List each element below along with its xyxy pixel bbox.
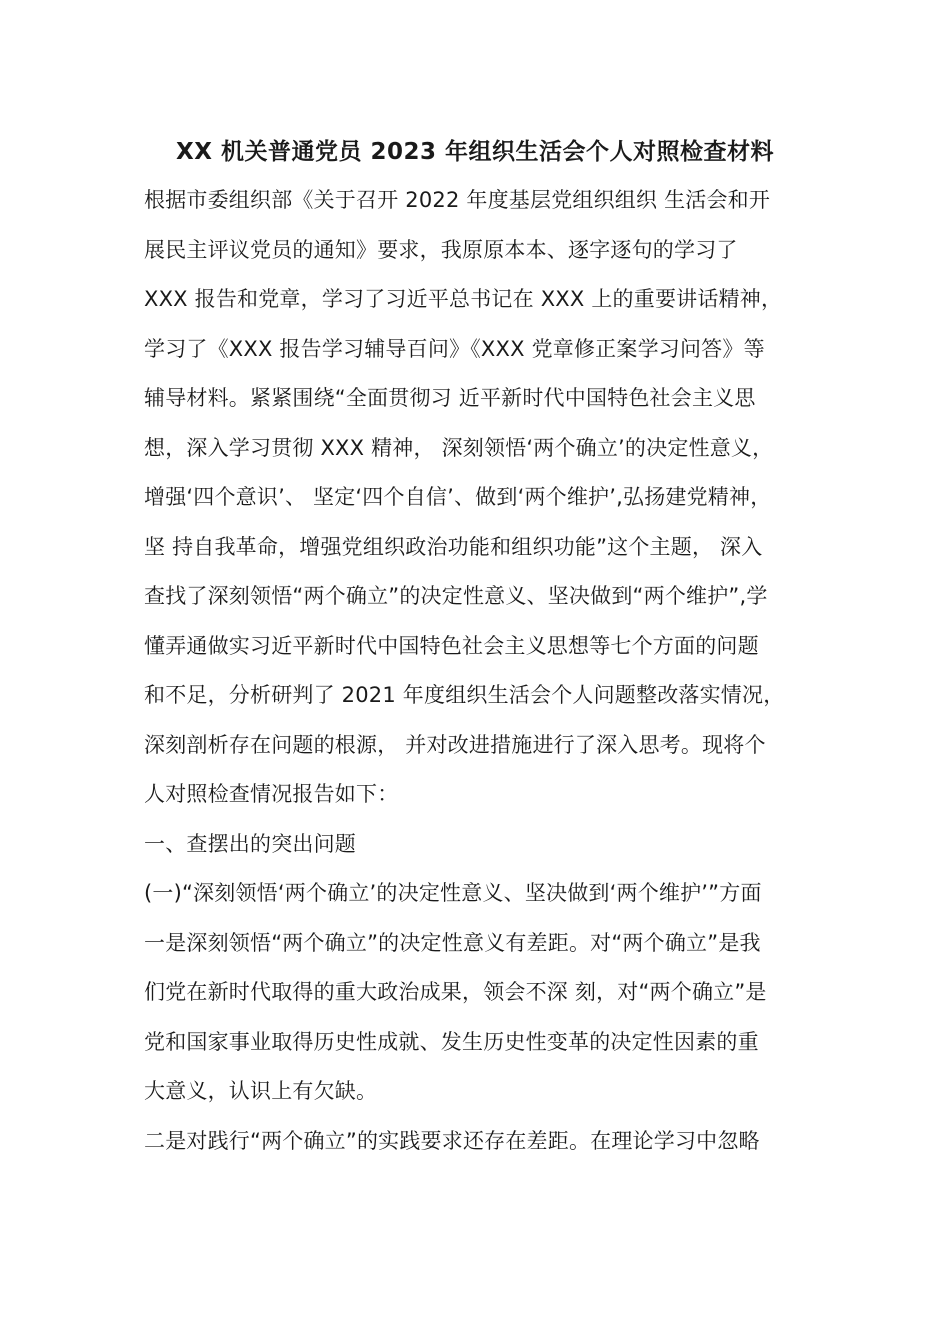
body-line: 人对照检查情况报告如下： — [144, 782, 399, 806]
body-line: 辅导材料。紧紧围绕“全面贯彻习 近平新时代中国特色社会主义思 — [144, 386, 756, 410]
body-line: 懂弄通做实习近平新时代中国特色社会主义思想等七个方面的问题 — [144, 633, 759, 658]
body-line: 们党在新时代取得的重大政治成果，领会不深 刻，对“两个确立”是 — [144, 980, 767, 1004]
subsection-heading: (一)“深刻领悟‘两个确立’的决定性意义、坚决做到‘两个维护’”方面 — [144, 881, 762, 905]
body-line: 想，深入学习贯彻 XXX 精神， 深刻领悟‘两个确立’的决定性意义， — [144, 435, 774, 460]
body-line: 展民主评议党员的通知》要求，我原原本本、逐字逐句的学习了 — [144, 237, 738, 262]
body-line: 查找了深刻领悟“两个确立”的决定性意义、坚决做到“两个维护”,学 — [144, 584, 768, 608]
body-line: 二是对践行“两个确立”的实践要求还存在差距。在理论学习中忽略 — [144, 1128, 760, 1153]
document-body — [144, 183, 814, 1173]
body-line: 学习了《XXX 报告学习辅导百问》《XXX 党章修正案学习问答》等 — [144, 336, 765, 361]
body-line: XXX 报告和党章，学习了习近平总书记在 XXX 上的重要讲话精神， — [144, 287, 783, 311]
body-line: 增强‘四个意识’、 坚定‘四个自信’、做到‘两个维护’,弘扬建党精神， — [144, 485, 772, 509]
section-heading: 一、查摆出的突出问题 — [144, 831, 356, 856]
document-title: XX 机关普通党员 2023 年组织生活会个人对照检查材料 — [175, 139, 774, 165]
body-line: 深刻剖析存在问题的根源， 并对改进措施进行了深入思考。现将个 — [144, 732, 766, 757]
body-line: 根据市委组织部《关于召开 2022 年度基层党组织组织 生活会和开 — [144, 188, 771, 212]
body-line: 和不足，分析研判了 2021 年度组织生活会个人问题整改落实情况， — [144, 683, 785, 707]
body-line: 大意义，认识上有欠缺。 — [144, 1079, 378, 1103]
body-line: 党和国家事业取得历史性成就、发生历史性变革的决定性因素的重 — [144, 1029, 759, 1054]
body-line: 一是深刻领悟“两个确立”的决定性意义有差距。对“两个确立”是我 — [144, 930, 761, 955]
body-line: 坚 持自我革命，增强党组织政治功能和组织功能”这个主题， 深入 — [144, 534, 763, 559]
